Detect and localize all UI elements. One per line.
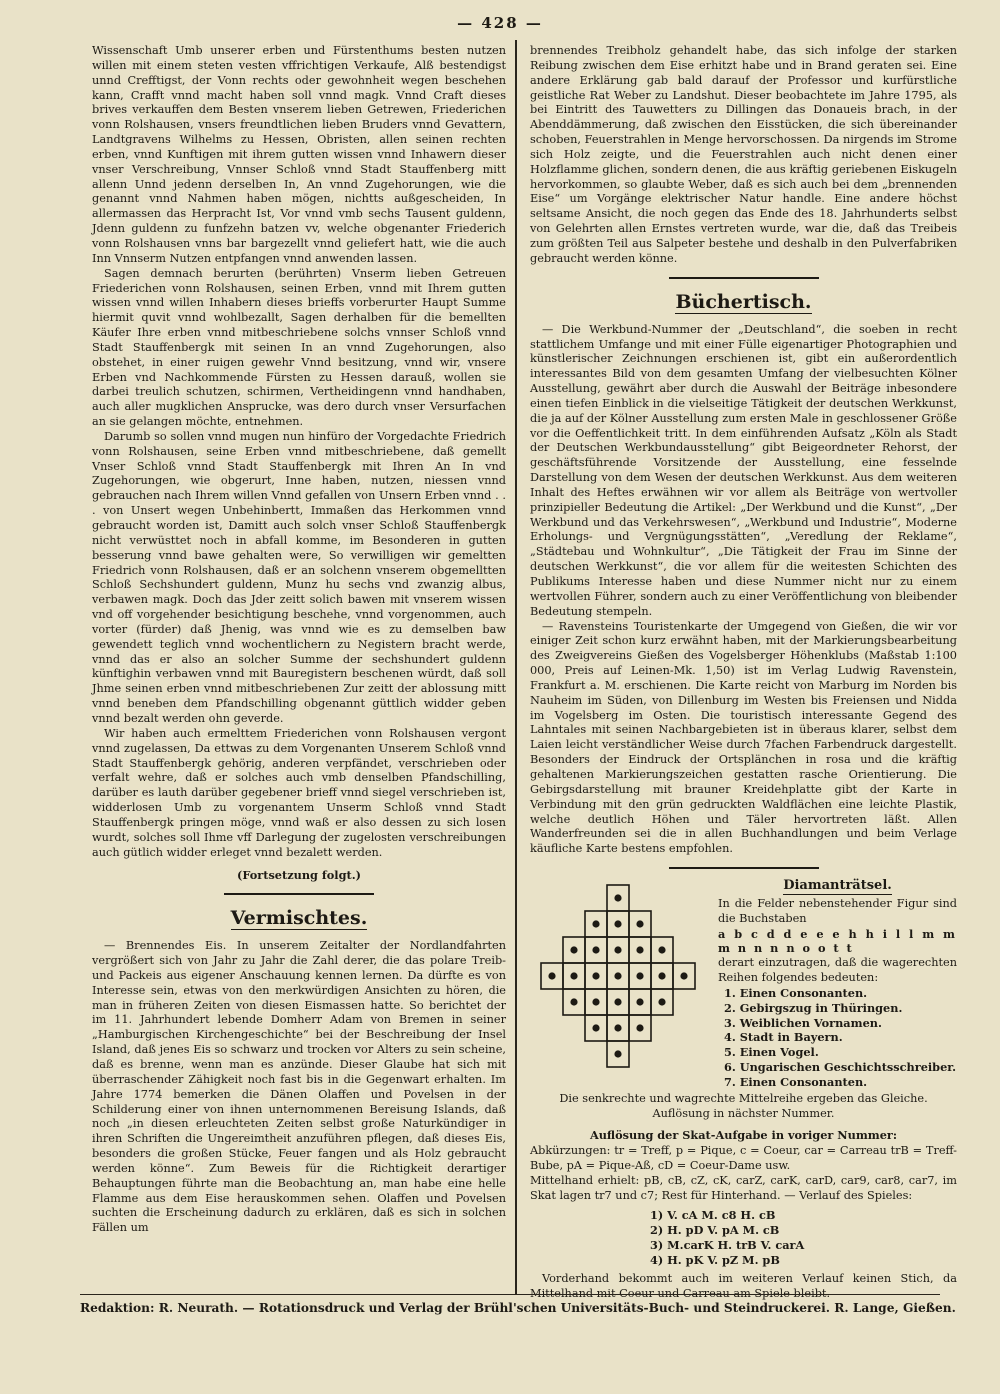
diamond-puzzle-grid — [530, 879, 706, 1090]
document-paragraph: Wir haben auch ermelttem Friederichen vonn Rolshausen vergont vnnd zugelassen, Da ettwas zu dem Vorgenanten Unserem Schloß vnnd Stadt Stauffenbergk gehörig, anderen verpfändet, verschrieben oder verfalt wehre, daß er solches auch vmb denselben Pfandschilling, darüber es lauth darüber gegebener brieff vnnd siegel verschrieben ist, widderlosen Umb zu vorgenantem Unserm Schloß vnnd Stadt Stauffenbergk pringen möge, vnnd waß er also dessen zu sich losen wurdt, solches soll Ihme vff Darlegung der zugelosten verschreibungen auch gütlich widder erleget vnnd bezalett werden. — [92, 726, 506, 859]
grid-cell-dot — [680, 972, 687, 979]
grid-cell-dot — [614, 1024, 621, 1031]
puzzle-clue: 6. Ungarischen Geschichtsschreiber. — [724, 1060, 957, 1075]
grid-cell-dot — [614, 894, 621, 901]
vermischtes-heading — [92, 907, 506, 929]
grid-cell-dot — [592, 998, 599, 1005]
puzzle-title: Diamanträtsel. — [783, 878, 892, 894]
grid-cell-dot — [614, 998, 621, 1005]
article-brennendes-eis: — Brennendes Eis. In unserem Zeitalter der Nordlandfahrten vergrößert sich von Jahr zu Jahr die Zahl derer, die das polare Treib- und Packeis aus eigener Anschauung kennen lernen. Da dürfte es von Interesse sein, etwas von den merkwürdigen Ansichten zu hören, die man in früheren Zeiten von diesen Eismassen hatte. So berichtet der im 11. Jahrhundert lebende Domherr Adam von Bremen in seiner „Hamburgischen Kirchengeschichte“ bei der Beschreibung der Insel Island, daß jenes Eis so schwarz und trocken vor Alters zu sein scheine, daß es brenne, wenn man es anzünde. Dieser Glaube hat sich mit überraschender Zähigkeit noch fast bis in die Gegenwart erhalten. Im Jahre 1774 bemerken die Dänen Olaffen und Povelsen in der Schilderung einer von ihnen unternommenen Bereisung Islands, daß noch „in diesen erleuchteten Zeiten selbst große Naturkündiger in ihren Schriften die Ungereimtheit anzuführen pflegen, daß dieses Eis, besonders die großen Stücke, Feuer fangen und als Holz gebraucht werden könne“. Zum Beweis für die Richtigkeit derartiger Behauptungen führte man die Beobachtung an, man habe eine helle Flamme aus dem Eise herauskommen sehen. Olaffen und Povelsen suchten die Erscheinung dadurch zu erklären, daß es sich in solchen Fällen um — [92, 939, 506, 1235]
continuation-note: (Fortsetzung folgt.) — [237, 868, 361, 883]
document-paragraph: Sagen demnach berurten (berührten) Vnserm lieben Getreuen Friederichen vonn Rolshausen, seinen Erben, vnnd mit Ihrem gutten wissen vnnd willen Inhabern dieses brieffs vorberurter Haupt Summe hiermit quvit vnnd wohlbezallt, Sagen derhalben für die bemellten Käufer Ihre erben vnnd mitbeschriebene solchs vnnser Schloß vnnd Stadt Stauffenbergk mit seinen In an vnnd Zugehorungen, also obstehet, in einer ruigen gewehr Vnnd besitzung, vnnd wir, vnsere Erben vnd Nachkommende Fürsten zu Hessen darauß, wollen sie darbei treulich schutzen, schirmen, Vertheidingenn vnnd handhaben, auch aller mugklichen Ansprucke, was dero durch vnser Versurfachen an sie gelangen möchte, entnehmen. — [92, 266, 506, 429]
puzzle-footer: Die senkrechte und wagrechte Mittelreihe ergeben das Gleiche. Auflösung in nächster Nummer. — [559, 1091, 928, 1120]
page-number: — 428 — — [457, 14, 543, 32]
document-paragraph: Wissenschaft Umb unserer erben und Fürstenthums besten nutzen willen mit einem steten vesten vffrichtigen Verkaufe, Alß bestendigst unnd Crefftigst, der Vonn rechts oder gewohnheit wegen beschehen kann, Crafft vnnd macht haben soll vnnd magk. Vnnd Craft dieses brives verkauffen dem Besten vnserem lieben Getrewen, Friederichen vonn Rolshausen, vnsers freundtlichen lieben Bruders vnnd Gevattern, Landtgravens Wilhelms zu Hessen, Obristen, allen seinen rechten erben, vnnd Kunftigen mit ihrem gutten wissen vnnd Inhawern dieser vnser Verschreibung, Vnnser Schloß vnnd Stadt Stauffenberg mitt allenn Unnd jedenn derselben In, An vnnd Zugehorungen, wie die genannt vnnd Nahmen haben mögen, nichtts außgescheiden, In allermassen das Herpracht Ist, Vor vnnd vmb sechs Tausent guldenn, Jdenn guldenn zu funfzehn batzen vv, welche obgenanter Friederich vonn Rolshausen vnns bar bargezellt vnnd geliefert hatt, wie die auch Inn Vnnserm Nutzen entpfangen vnnd anwenden lassen. — [92, 44, 506, 265]
vermischtes-heading-text: Vermischtes. — [230, 907, 368, 930]
puzzle-clue: 3. Weiblichen Vornamen. — [724, 1015, 882, 1030]
right-column — [530, 44, 957, 1300]
skat-closing: Vorderhand bekommt auch im weiteren Verlauf keinen Stich, da Mittelhand mit Coeur und Carreau am Spiele bleibt. — [530, 1271, 957, 1300]
puzzle-instruction: derart einzutragen, daß die wagerechten Reihen folgendes bedeuten: — [718, 956, 957, 985]
puzzle-intro: In die Felder nebenstehender Figur sind die Buchstaben — [718, 896, 957, 925]
grid-cell-dot — [636, 972, 643, 979]
skat-abbreviations: Abkürzungen: tr = Treff, p = Pique, c = Coeur, car = Carreau trB = Treff-Bube, pA = Pique-Aß, cD = Coeur-Dame usw. — [530, 1144, 957, 1173]
review-ravenstein-map: — Ravensteins Touristenkarte der Umgegend von Gießen, die wir vor einiger Zeit schon kurz erwähnt haben, mit der Markierungsbearbeitung des Zweigvereins Gießen des Vogelsberger Höhenklubs (Maßstab 1:100 000, Preis auf Leinen-Mk. 1,50) ist im Verlag Ludwig Ravenstein, Frankfurt a. M. erschienen. Die Karte reicht von Marburg im Norden bis Nauheim im Süden, von Dillenburg im Westen bis Freiensen und Nidda im Vogelsberg im Osten. Die touristisch interessante Gegend des Lahntales mit seinen Nachbargebieten ist in überaus klarer, selbst dem Laien leicht verständlicher Weise durch 7fachen Farbendruck dargestellt. Besonders der Eindruck der Ortsplänchen in rosa und die kräftig gehaltenen Markierungszeichen gestatten rasche Orientierung. Die Gebirgsdarstellung mit brauner Kreidehplatte gibt der Karte in Verbindung mit den grün gedruckten Waldflächen eine leichte Plastik, welche deutlich Höhen und Täler hervortreten läßt. Allen Wanderfreunden sei die in allen Buchhandlungen und beim Verlage käufliche Karte bestens empfohlen. — [530, 619, 957, 856]
left-column — [92, 44, 506, 1290]
skat-heading: Auflösung der Skat-Aufgabe in voriger Nummer: — [589, 1127, 898, 1142]
grid-cell-dot — [658, 998, 665, 1005]
grid-cell-dot — [614, 1050, 621, 1057]
article-brennendes-eis-continued: brennendes Treibholz gehandelt habe, das sich infolge der starken Reibung zwischen dem Eise erhitzt habe und in Brand geraten sei. Eine andere Erklärung gab bald darauf der Professor und kurfürstliche geistliche Rat Weber zu Landshut. Dieser beobachtete im Jahre 1795, als bei Eintritt des Tauwetters zu Dillingen das Donaueis brach, in der Abenddämmerung, daß zwischen den Eisstücken, die sich übereinander schoben, Feuerstrahlen in Menge hervorschossen. Da nirgends im Strome sich Holz zeigte, und die Feuerstrahlen auch nicht denen einer Holzflamme glichen, sondern denen, die aus kräftig geriebenen Eiskugeln hervorkommen, so glaubte Weber, daß es sich auch bei dem „brennenden Eise“ um Vorgänge elektrischer Natur handle. Eine andere höchst seltsame Ansicht, die noch gegen das Ende des 18. Jahrhunderts selbst von Gelehrten allen Ernstes vertreten wurde, war die, daß das Treibeis zum größten Teil aus Salpeter bestehe und deshalb in den Pulverfabriken gebraucht werden könne. — [530, 44, 957, 265]
grid-cell-dot — [548, 972, 555, 979]
grid-cell-dot — [592, 972, 599, 979]
grid-cell-dot — [614, 920, 621, 927]
grid-cell-dot — [570, 946, 577, 953]
grid-cell-dot — [614, 946, 621, 953]
diamond-grid-figure — [530, 879, 706, 1069]
grid-cell-dot — [636, 1024, 643, 1031]
column-divider — [515, 40, 517, 1294]
imprint-footer — [80, 1294, 956, 1315]
section-divider — [224, 893, 374, 895]
grid-cell-dot — [570, 972, 577, 979]
imprint-text: Redaktion: R. Neurath. — Rotationsdruck und Verlag der Brühl'schen Universitäts-Buch- und Steindruckerei. R. Lange, Gießen. — [80, 1301, 956, 1315]
skat-play: 2) H. pD V. pA M. cB — [650, 1222, 780, 1237]
skat-plays — [650, 1208, 957, 1268]
section-divider — [669, 277, 819, 279]
puzzle-letters: a b c d d e e e h h i l l m m m n n n n o o t t — [718, 926, 957, 956]
document-paragraph: Darumb so sollen vnnd mugen nun hinfüro der Vorgedachte Friedrich vonn Rolshausen, seine Erben vnnd mitbeschriebene, daß gemellt Vnser Schloß vnnd Stadt Stauffenbergk mit Ihren An In vnd Zugehorungen, wie obgerurt, Inne haben, nutzen, niessen vnnd gebrauchen nach Ihrem willen Vnnd gefallen von Unsern Erben vnnd . . . von Unsert wegen Unbehinbertt, Immaßen das Herkommen vnnd gebraucht worden ist, Damitt auch solch vnser Schloß Stauffenbergk nicht verwüsttet noch in abfall komme, im Besonderen in gutten besserung vnnd bawe gehalten were, So verwilligen wir gemeltten Friedrich vonn Rolshausen, daß er an solchenn vnserem obgemelltten Schloß Sechshundert guldenn, Munz hu sechs vnd zwanzig albus, verbawen magk. Doch das Jder zeitt solich bawen mit vnserem wissen vnd off vorgehender besichtigung beschehe, vnnd vorgenommen, auch vorter (fürder) daß Jhenig, was vnnd wie es zu demselben baw gewendett teglich vnnd wochentlichern zu Negistern bracht werde, vnnd das er also an solcher Summe der sechshundert guldenn künftighin verbawen vnnd mit Bauregistern beschenen würdt, daß soll Jhme seinen erben vnnd mitbeschriebenen Zur zeitt der ablossung mitt vnnd beneben dem Pfandschilling obgenannt güttlich widder geben vnnd bezalt werden ohn geverde. — [92, 429, 506, 725]
buechertisch-heading — [530, 291, 957, 313]
diamond-puzzle — [530, 879, 957, 1090]
skat-play: 4) H. pK V. pZ M. pB — [650, 1252, 780, 1267]
section-divider — [669, 867, 819, 869]
grid-cell-dot — [658, 972, 665, 979]
skat-play: 3) M.carK H. trB V. carA — [650, 1237, 805, 1252]
puzzle-clue: 4. Stadt in Bayern. — [724, 1030, 843, 1045]
review-werkbund: — Die Werkbund-Nummer der „Deutschland“, die soeben in recht stattlichem Umfange und mit einer Fülle eigenartiger Photographien und künstlerischer Zeichnungen erschienen ist, gibt ein außerordentlich interessantes Bild von dem gesamten Umfang der vielbesuchten Kölner Ausstellung, gewährt aber durch die Auswahl der Beiträge inbesondere einen tiefen Einblick in die vielseitige Tätigkeit der deutschen Werkkunst, die ja auf der Kölner Ausstellung zum ersten Male in geschlossener Größe vor die Oeffentlichkeit tritt. In dem einführenden Aufsatz „Köln als Stadt der Deutschen Werkbundausstellung“ gibt Beigeordneter Rehorst, der geschäftsführende Vorsitzende der Ausstellung, eine fesselnde Darstellung von dem Wesen der deutschen Werkkunst. Aus dem weiteren Inhalt des Heftes erwähnen wir vor allem als Beiträge von wertvoller prinzipieller Bedeutung die Artikel: „Der Werkbund und die Kunst“, „Der Werkbund und das Verkehrswesen“, „Werkbund und Industrie“, Moderne Erholungs- und Vergnügungsstätten“, „Veredlung der Reklame“, „Städtebau und Wohnkultur“, „Die Tätigkeit der Frau im Sinne der deutschen Werkkunst“, die vor allem für die weitesten Schichten des Publikums Interesse haben und diese Nummer nicht nur zu einem wertvollen Führer, sondern auch zu einer Veröffentlichung von bleibender Bedeutung stempeln. — [530, 322, 957, 618]
grid-cell-dot — [592, 920, 599, 927]
puzzle-clue: 1. Einen Consonanten. — [724, 985, 868, 1000]
puzzle-clues — [718, 986, 957, 1090]
grid-cell-dot — [570, 998, 577, 1005]
grid-cell-dot — [614, 972, 621, 979]
grid-cell-dot — [636, 946, 643, 953]
skat-middle-hand: Mittelhand erhielt: pB, cB, cZ, cK, carZ, carK, carD, car9, car8, car7, im Skat lagen tr7 und c7; Rest für Hinterhand. — Verlauf des Spieles: — [530, 1174, 957, 1202]
puzzle-clue: 2. Gebirgszug in Thüringen. — [724, 1000, 903, 1015]
grid-cell-dot — [636, 920, 643, 927]
grid-cell-dot — [592, 946, 599, 953]
skat-play: 1) V. cA M. c8 H. cB — [650, 1207, 776, 1222]
diamond-puzzle-text — [718, 879, 957, 1090]
grid-cell-dot — [636, 998, 643, 1005]
buechertisch-heading-text: Büchertisch. — [675, 290, 812, 313]
puzzle-clue: 7. Einen Consonanten. — [724, 1075, 868, 1089]
grid-cell-dot — [592, 1024, 599, 1031]
grid-cell-dot — [658, 946, 665, 953]
puzzle-clue: 5. Einen Vogel. — [724, 1045, 819, 1060]
